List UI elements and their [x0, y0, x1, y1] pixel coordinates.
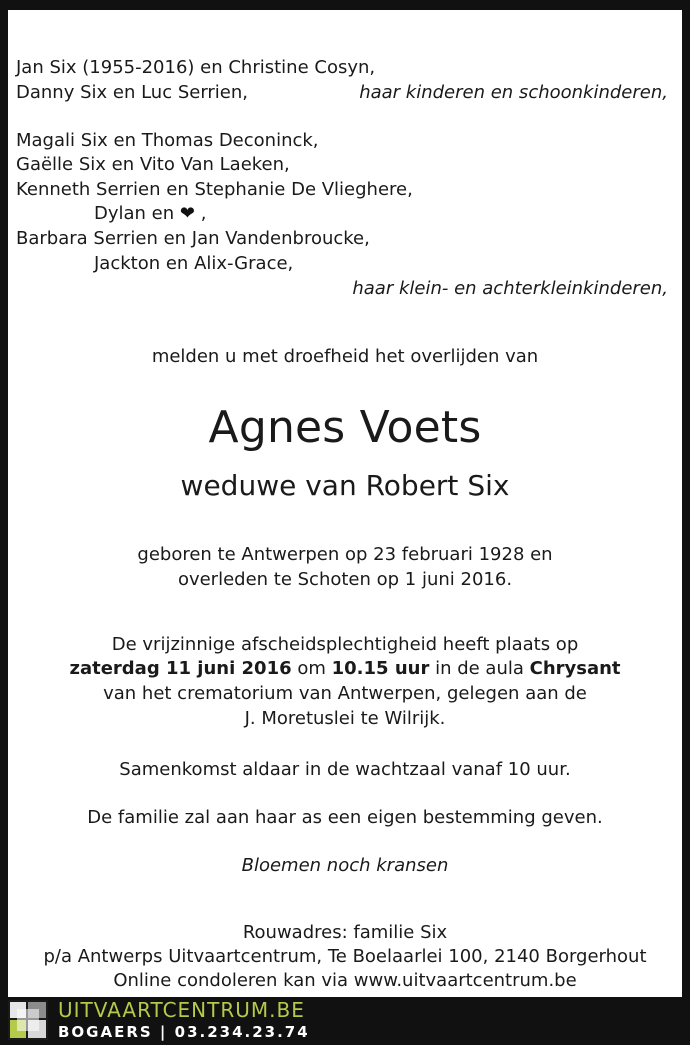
address-line-1: Rouwadres: familie Six	[242, 922, 448, 943]
family-line-1: Jan Six (1955-2016) en Christine Cosyn,	[16, 57, 376, 78]
birth-line: geboren te Antwerpen op 23 februari 1928 en	[137, 544, 553, 565]
address-line-3: Online condoleren kan via www.uitvaartcentrum.be	[113, 970, 577, 991]
ceremony-om: om	[291, 658, 332, 679]
address-line-2: p/a Antwerps Uitvaartcentrum, Te Boelaarlei 100, 2140 Borgerhout	[43, 946, 647, 967]
ashes-text: De familie zal aan haar as een eigen bestemming geven.	[87, 807, 603, 828]
ceremony-line-3: van het crematorium van Antwerpen, gelegen aan de	[103, 683, 587, 704]
ceremony-line-2	[8, 658, 682, 680]
deceased-name: Agnes Voets	[208, 402, 482, 453]
footer-brand: UITVAARTCENTRUM.BE	[58, 998, 305, 1022]
funeral-center-logo-icon	[8, 1000, 48, 1040]
family-line-8: Jackton en Alix-Grace,	[94, 253, 294, 274]
family-line-7: Barbara Serrien en Jan Vandenbroucke,	[16, 228, 370, 249]
deceased-subtitle: weduwe van Robert Six	[180, 469, 510, 502]
family-line-3: Magali Six en Thomas Deconinck,	[16, 130, 319, 151]
heart-icon: ❤	[179, 203, 195, 224]
footer-banner	[0, 997, 690, 1045]
family-line-4: Gaëlle Six en Vito Van Laeken,	[16, 154, 290, 175]
death-line: overleden te Schoten op 1 juni 2016.	[177, 569, 513, 590]
ceremony-date: zaterdag 11 juni 2016	[69, 658, 292, 679]
family-line-2: Danny Six en Luc Serrien,	[16, 82, 249, 103]
announcement-text: melden u met droefheid het overlijden van	[151, 346, 539, 367]
family-line-6	[94, 203, 206, 225]
ceremony-time: 10.15 uur	[331, 658, 430, 679]
flowers-text: Bloemen noch kransen	[241, 855, 449, 876]
relation-children: haar kinderen en schoonkinderen,	[359, 82, 668, 103]
family-line-6-prefix: Dylan en	[94, 203, 175, 224]
relation-grandchildren: haar klein- en achterkleinkinderen,	[352, 278, 668, 299]
footer-contact: BOGAERS | 03.234.23.74	[58, 1023, 310, 1041]
family-line-6-suffix: ,	[194, 203, 207, 224]
family-line-5: Kenneth Serrien en Stephanie De Vlieghere,	[16, 179, 413, 200]
ceremony-line-1: De vrijzinnige afscheidsplechtigheid heeft plaats op	[111, 634, 579, 655]
obituary-card	[8, 10, 682, 997]
ceremony-aula: Chrysant	[529, 658, 621, 679]
ceremony-in-aula: in de aula	[429, 658, 530, 679]
gathering-text: Samenkomst aldaar in de wachtzaal vanaf 10 uur.	[119, 759, 571, 780]
ceremony-line-4: J. Moretuslei te Wilrijk.	[244, 708, 446, 729]
